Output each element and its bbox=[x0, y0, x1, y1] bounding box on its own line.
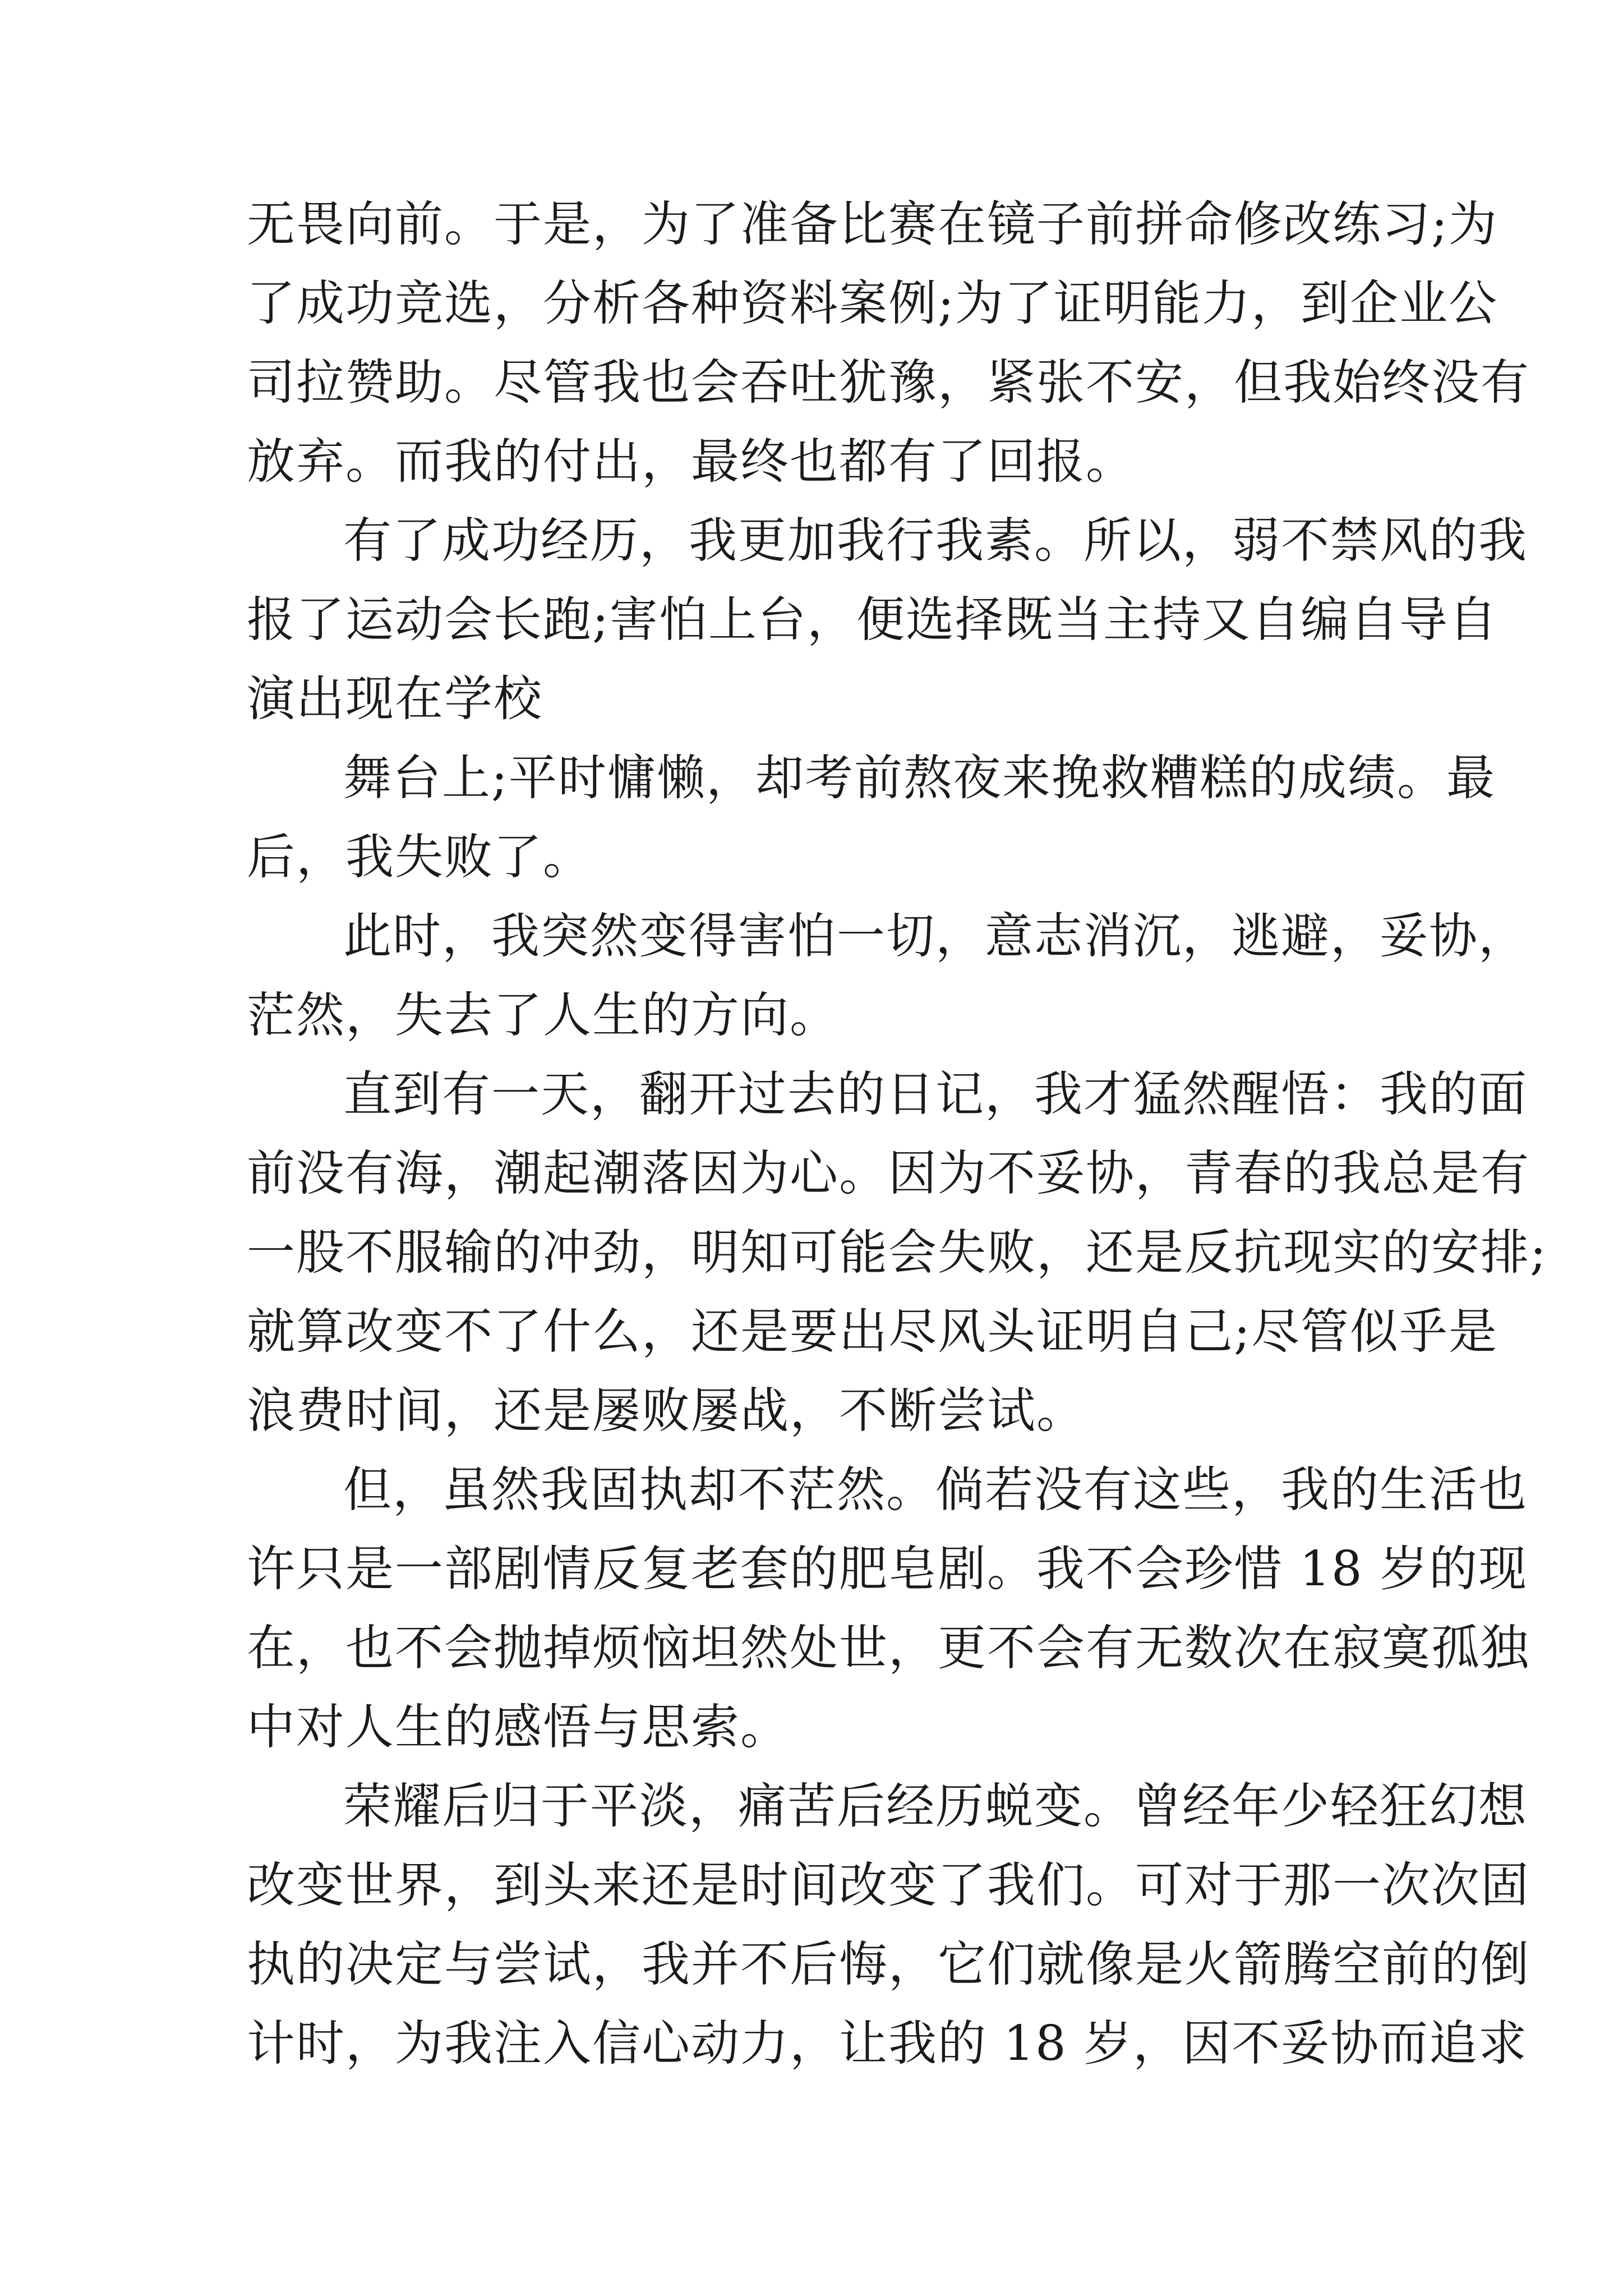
text-line: 但，虽然我固执却不茫然。倘若没有这些，我的生活也 bbox=[343, 1462, 1528, 1518]
text-line: 荣耀后归于平淡，痛苦后经历蜕变。曾经年少轻狂幻想 bbox=[343, 1778, 1528, 1834]
text-line: 前没有海，潮起潮落因为心。因为不妥协，青春的我总是有 bbox=[247, 1145, 1530, 1202]
text-line: 改变世界，到头来还是时间改变了我们。可对于那一次次固 bbox=[247, 1857, 1530, 1913]
text-line: 茫然，失去了人生的方向。 bbox=[247, 987, 839, 1043]
text-line: 直到有一天，翻开过去的日记，我才猛然醒悟：我的面 bbox=[343, 1066, 1528, 1122]
text-line: 了成功竞选，分析各种资料案例;为了证明能力，到企业公 bbox=[247, 275, 1498, 332]
text-line: 许只是一部剧情反复老套的肥皂剧。我不会珍惜 18 岁的现 bbox=[247, 1541, 1528, 1597]
text-line: 后，我失败了。 bbox=[247, 829, 592, 885]
text-line: 司拉赞助。尽管我也会吞吐犹豫，紧张不安，但我始终没有 bbox=[247, 355, 1530, 411]
essay-body bbox=[247, 185, 1547, 2083]
text-line: 舞台上;平时慵懒，却考前熬夜来挽救糟糕的成绩。最 bbox=[343, 750, 1496, 806]
text-line: 无畏向前。于是，为了准备比赛在镜子前拼命修改练习;为 bbox=[247, 196, 1498, 252]
text-line: 计时，为我注入信心动力，让我的 18 岁，因不妥协而追求 bbox=[247, 2016, 1528, 2072]
text-line: 执的决定与尝试，我并不后悔，它们就像是火箭腾空前的倒 bbox=[247, 1936, 1530, 1993]
text-line: 就算改变不了什么，还是要出尽风头证明自己;尽管似乎是 bbox=[247, 1304, 1498, 1360]
text-line: 此时，我突然变得害怕一切，意志消沉，逃避，妥协， bbox=[343, 908, 1528, 964]
text-line: 演出现在学校 bbox=[247, 671, 543, 727]
text-line: 浪费时间，还是屡败屡战，不断尝试。 bbox=[247, 1383, 1086, 1439]
text-line: 中对人生的感悟与思索。 bbox=[247, 1699, 790, 1755]
text-line: 有了成功经历，我更加我行我素。所以，弱不禁风的我 bbox=[343, 513, 1528, 569]
text-line: 一股不服输的冲劲，明知可能会失败，还是反抗现实的安排; bbox=[247, 1225, 1547, 1281]
text-line: 报了运动会长跑;害怕上台，便选择既当主持又自编自导自 bbox=[247, 592, 1498, 648]
text-line: 在，也不会抛掉烦恼坦然处世，更不会有无数次在寂寞孤独 bbox=[247, 1620, 1530, 1676]
text-line: 放弃。而我的付出，最终也都有了回报。 bbox=[247, 434, 1135, 490]
